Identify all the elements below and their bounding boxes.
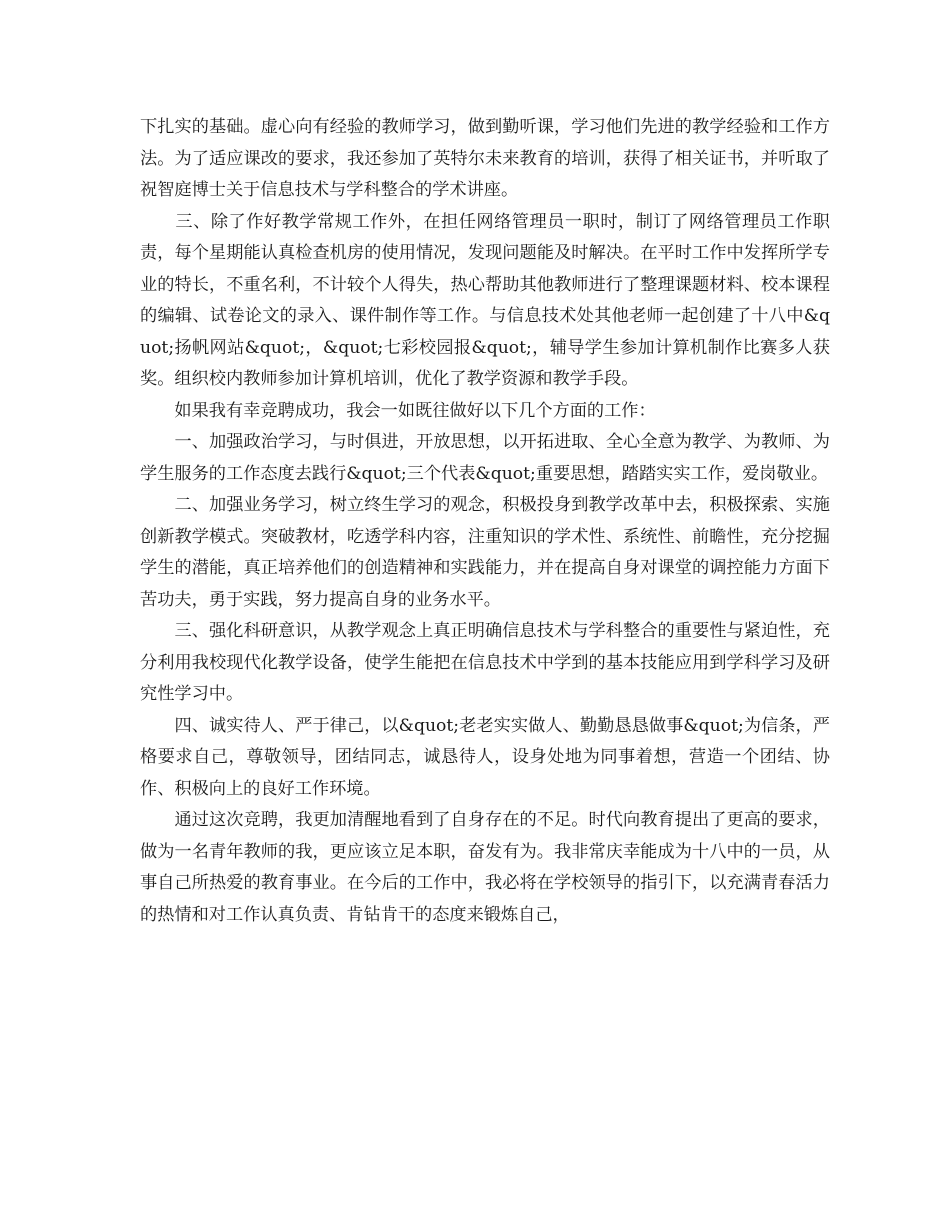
paragraph-conclusion: 通过这次竞聘，我更加清醒地看到了自身存在的不足。时代向教育提出了更高的要求，做为一名青年教师的我，更应该立足本职，奋发有为。我非常庆幸能成为十八中的一员，从事自己所热爱的教育事业。在今后的工作中，我必将在学校领导的指引下，以充满青春活力的热情和对工作认真负责、肯钻肯干的态度来锻炼自己，: [140, 810, 830, 925]
paragraph-intro-plans: 如果我有幸竞聘成功，我会一如既往做好以下几个方面的工作：: [140, 400, 656, 421]
document-body: [140, 112, 830, 931]
paragraph-continuation: 下扎实的基础。虚心向有经验的教师学习，做到勤听课，学习他们先进的教学经验和工作方法。为了适应课改的要求，我还参加了英特尔未来教育的培训，获得了相关证书，并听取了祝智庭博士关于信息技术与学科整合的学术讲座。: [140, 117, 830, 200]
paragraph-plan-1: 一、加强政治学习，与时俱进，开放思想，以开拓进取、全心全意为教学、为教师、为学生服务的工作态度去践行&quot;三个代表&quot;重要思想，踏踏实实工作，爱岗敬业。: [140, 432, 830, 484]
paragraph-plan-4: 四、诚实待人、严于律己，以&quot;老老实实做人、勤勤恳恳做事&quot;为信条，严格要求自己，尊敬领导，团结同志，诚恳待人，设身处地为同事着想，营造一个团结、协作、积极向上的良好工作环境。: [140, 715, 830, 799]
paragraph-plan-3: 三、强化科研意识，从教学观念上真正明确信息技术与学科整合的重要性与紧迫性，充分利用我校现代化教学设备，使学生能把在信息技术中学到的基本技能应用到学科学习及研究性学习中。: [140, 621, 830, 704]
paragraph-network-admin: 三、除了作好教学常规工作外，在担任网络管理员一职时，制订了网络管理员工作职责，每个星期能认真检查机房的使用情况，发现问题能及时解决。在平时工作中发挥所学专业的特长，不重名利，不计较个人得失，热心帮助其他教师进行了整理课题材料、校本课程的编辑、试卷论文的录入、课件制作等工作。与信息技术处其他老师一起创建了十八中&quot;扬帆网站&quot;，&quot;七彩校园报&quot;，辅导学生参加计算机制作比赛多人获奖。组织校内教师参加计算机培训，优化了教学资源和教学手段。: [140, 211, 830, 389]
paragraph-plan-2: 二、加强业务学习，树立终生学习的观念，积极投身到教学改革中去，积极探索、实施创新教学模式。突破教材，吃透学科内容，注重知识的学术性、系统性、前瞻性，充分挖掘学生的潜能，真正培养他们的创造精神和实践能力，并在提高自身对课堂的调控能力方面下苦功夫，勇于实践，努力提高自身的业务水平。: [140, 495, 830, 610]
